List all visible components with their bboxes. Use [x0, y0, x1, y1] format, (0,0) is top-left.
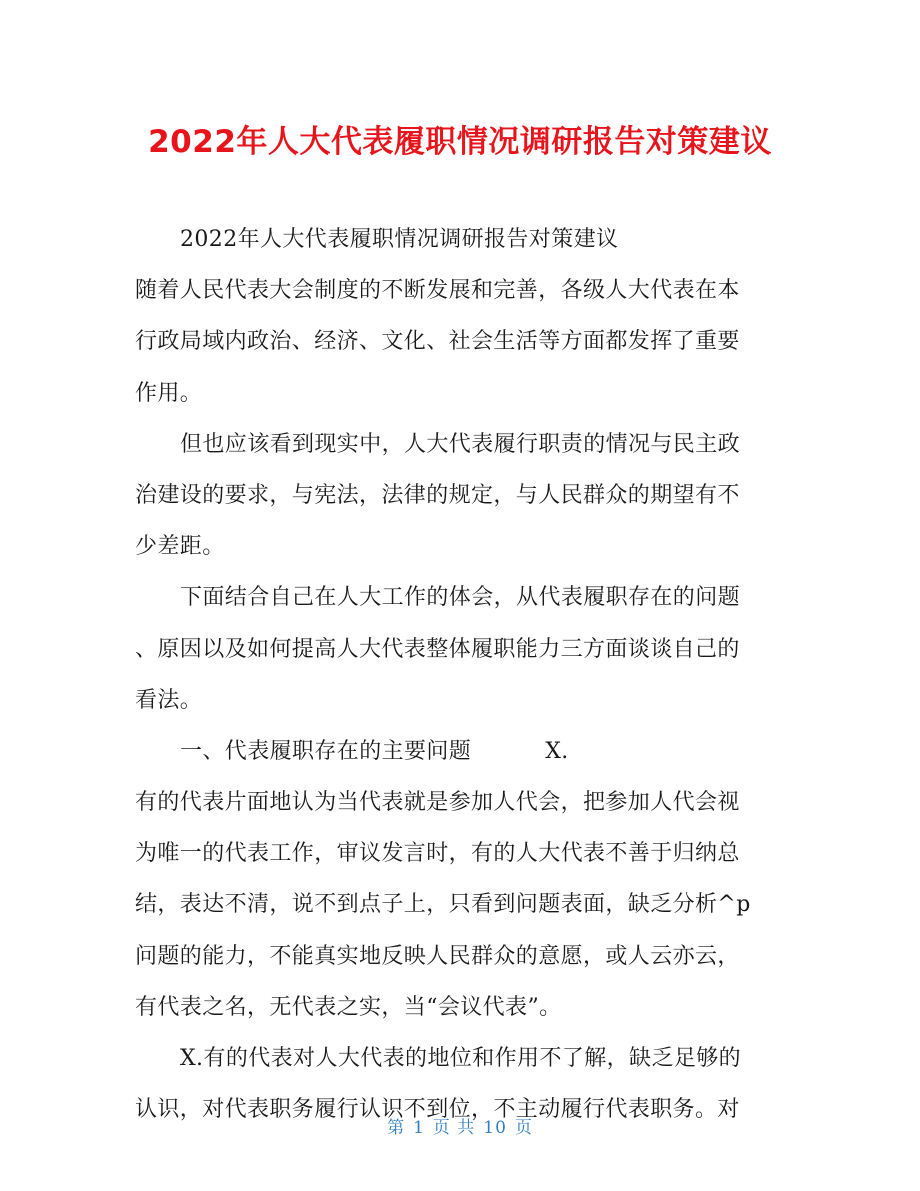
paragraph-line: 有的代表片面地认为当代表就是参加人代会，把参加人代会视 — [135, 790, 740, 816]
paragraph-line: 结，表达不清，说不到点子上，只看到问题表面，缺乏分析^p — [135, 892, 751, 918]
paragraph-line: X.有的代表对人大代表的地位和作用不了解，缺乏足够的 — [180, 1046, 742, 1071]
footer-prefix: 第 — [387, 1118, 406, 1138]
paragraph-line: 下面结合自己在人大工作的体会，从代表履职存在的问题 — [180, 585, 741, 611]
page-footer — [0, 1113, 920, 1138]
current-page-number: 1 — [413, 1118, 425, 1138]
paragraph-line: 、原因以及如何提高人大代表整体履职能力三方面谈谈自己的 — [135, 636, 740, 662]
list-marker: X. — [545, 738, 569, 764]
paragraph-line: 作用。 — [135, 380, 203, 406]
paragraph-line: 为唯一的代表工作，审议发言时，有的人大代表不善于归纳总 — [135, 841, 740, 867]
document-body — [135, 214, 785, 1135]
paragraph-line: 2022年人大代表履职情况调研报告对策建议 — [180, 227, 619, 252]
paragraph-line: 随着人民代表大会制度的不断发展和完善，各级人大代表在本 — [135, 278, 740, 304]
paragraph-line: 行政局域内政治、经济、文化、社会生活等方面都发挥了重要 — [135, 329, 740, 355]
total-page-count: 10 — [483, 1118, 507, 1138]
paragraph-line: 看法。 — [135, 687, 203, 713]
paragraph-line: 但也应该看到现实中，人大代表履行职责的情况与民主政 — [180, 431, 741, 457]
footer-suffix: 页 — [514, 1118, 533, 1138]
paragraph-line: 治建设的要求，与宪法，法律的规定，与人民群众的期望有不 — [135, 482, 740, 508]
paragraph-line: 少差距。 — [135, 534, 225, 560]
document-title: 2022年人大代表履职情况调研报告对策建议 — [148, 124, 772, 160]
section-heading: 一、代表履职存在的主要问题 — [180, 738, 472, 764]
paragraph-line: 认识，对代表职务履行认识不到位，不主动履行代表职务。对 — [135, 1097, 740, 1123]
footer-middle: 页 共 — [432, 1118, 476, 1138]
section-heading-line — [135, 726, 785, 777]
paragraph-line: 有代表之名，无代表之实，当“会议代表”。 — [135, 994, 562, 1020]
paragraph-line: 问题的能力，不能真实地反映人民群众的意愿，或人云亦云， — [135, 943, 740, 969]
